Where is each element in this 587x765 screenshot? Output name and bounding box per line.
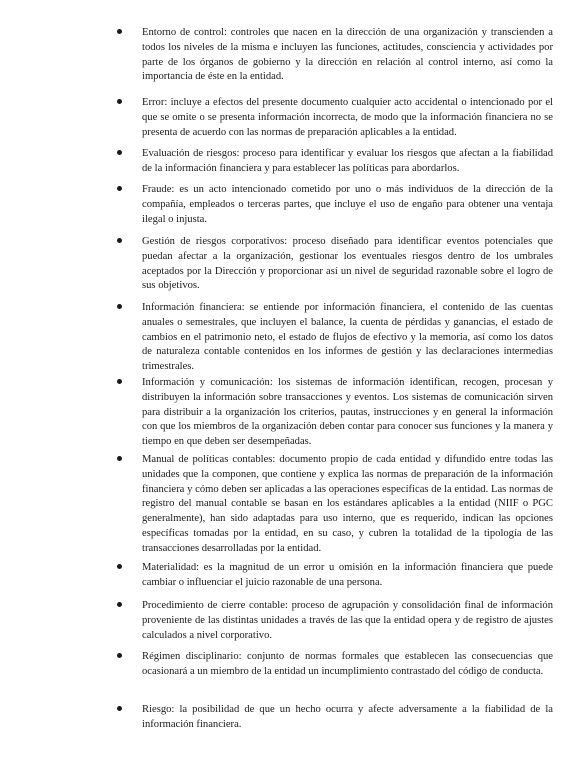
bullet-icon — [117, 653, 122, 658]
entry-text: Riesgo: la posibilidad de que un hecho ocurra y afecte adversamente a la fiabilidad de la información financiera. — [142, 704, 553, 730]
bullet-icon — [117, 564, 122, 569]
bullet-icon — [117, 379, 122, 384]
entry-text: Error: incluye a efectos del presente documento cualquier acto accidental o intencionado por el que se omite o se presenta información incorrecta, de modo que la información financiera no se presenta de acuerdo con las normas de preparación aplicables a la entidad. — [142, 97, 553, 138]
entry-text: Régimen disciplinario: conjunto de normas formales que establecen las consecuencias que ocasionará a un miembro de la entidad un incumplimiento contrastado del código de conducta. — [142, 651, 553, 677]
entry-text: Información financiera: se entiende por información financiera, el contenido de las cuentas anuales o semestrales, que incluyen el balance, la cuenta de pérdidas y ganancias, el estado de cambios en el patrimonio neto, el estado de flujos de efectivo y la memoria, así como los datos de naturaleza contable contenidos en los informes de gestión y las declaraciones intermedias trimestrales. — [142, 302, 553, 373]
bullet-icon — [117, 150, 122, 155]
entry-text: Manual de políticas contables: documento propio de cada entidad y difundido entre todas las unidades que la componen, que contiene y explica las normas de preparación de la información financiera y cómo deben ser aplicadas a las operaciones específicas de la entidad. Las normas de registro del manual contable se basan en los estándares aplicables a la entidad (NIIF o PGC generalmente), han sido adaptadas para uso interno, que es requerido, indican las opciones específicas tomadas por la entidad, en su caso, y cubren la totalidad de la tipología de las transacciones desarrolladas por la entidad. — [142, 454, 553, 554]
entry-text: Procedimiento de cierre contable: proceso de agrupación y consolidación final de información proveniente de las distintas unidades a través de las que la entidad opera y de registro de ajustes calculados a nivel corporativo. — [142, 600, 553, 641]
bullet-icon — [117, 186, 122, 191]
entry-text: Entorno de control: controles que nacen en la dirección de una organización y transcienden a todos los niveles de la misma e incluyen las funciones, actitudes, consciencia y actividades por parte de los órganos de gobierno y la dirección en relación al control interno, así como la importancia de éste en la entidad. — [142, 27, 553, 83]
entry-text: Fraude: es un acto intencionado cometido por uno o más individuos de la dirección de la compañía, empleados o terceras partes, que incluye el uso de engaño para obtener una ventaja ilegal o injusta. — [142, 184, 553, 225]
bullet-icon — [117, 99, 122, 104]
bullet-icon — [117, 706, 122, 711]
bullet-icon — [117, 238, 122, 243]
entry-text: Materialidad: es la magnitud de un error u omisión en la información financiera que puede cambiar o influenciar el juicio razonable de una persona. — [142, 562, 553, 588]
bullet-icon — [117, 29, 122, 34]
bullet-icon — [117, 304, 122, 309]
bullet-icon — [117, 602, 122, 607]
entry-text: Evaluación de riesgos: proceso para identificar y evaluar los riesgos que afectan a la fiabilidad de la información financiera y para establecer las políticas para abordarlos. — [142, 148, 553, 174]
bullet-icon — [117, 456, 122, 461]
entry-text: Información y comunicación: los sistemas de información identifican, recogen, procesan y distribuyen la información sobre transacciones y eventos. Los sistemas de comunicación sirven para distribuir a la organización los criterios, pautas, instrucciones y en general la información con que los miembros de la organización deben contar para conocer sus funciones y la manera y tiempo en que deben ser desempeñadas. — [142, 377, 553, 448]
entry-text: Gestión de riesgos corporativos: proceso diseñado para identificar eventos potenciales que puedan afectar a la organización, gestionar los eventuales riesgos dentro de los umbrales aceptados por la Dirección y proporcionar así un nivel de seguridad razonable sobre el logro de sus objetivos. — [142, 236, 553, 292]
